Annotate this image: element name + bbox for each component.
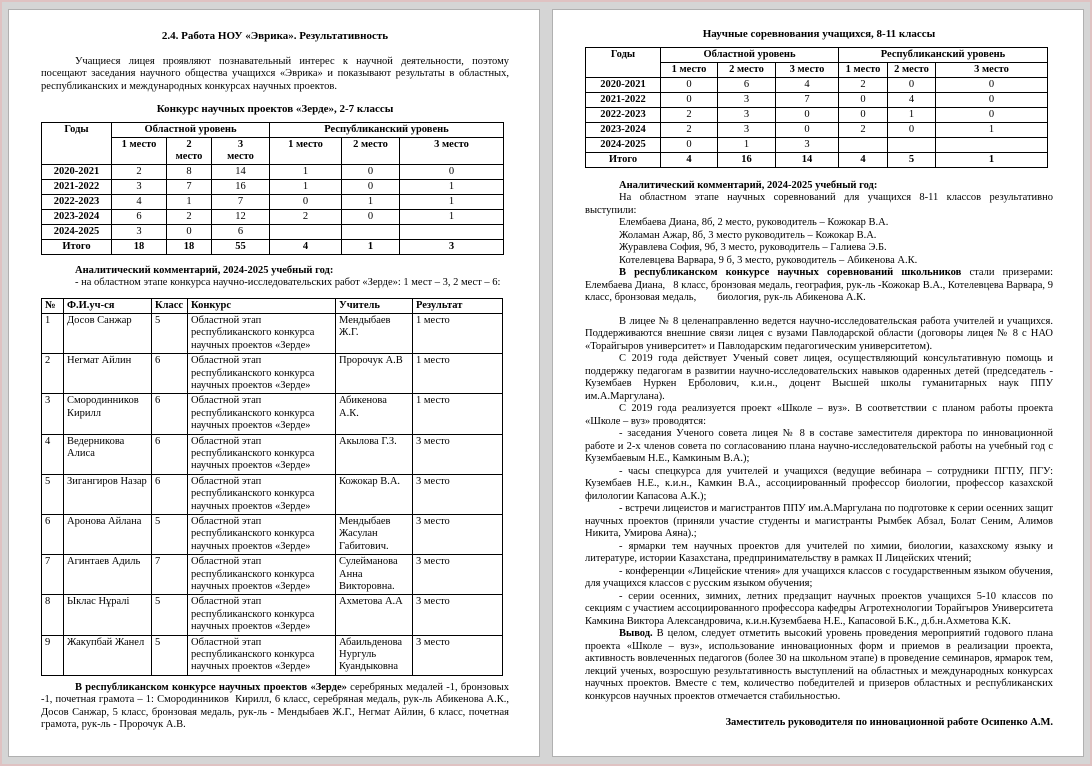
table-cell: 6 (152, 474, 188, 514)
table-cell: Жакупбай Жанел (64, 635, 152, 675)
paragraph: Жоламан Ажар, 8б, 3 место руководитель – Кожокар В.А. (619, 229, 877, 241)
col-group-republican: Республиканский уровень (839, 47, 1048, 62)
table-cell: 1 (167, 194, 212, 209)
col-header-years: Годы (42, 122, 112, 164)
table-cell: 3 (400, 239, 504, 254)
paragraph: В лицее № 8 целенаправленно ведется научно-исследовательская работа учителей и учащихся. Поддерживаются внешние связи лицея с вузами Павлодарской области (договоры лицея № 8 с НАО «Торайгыров университет» и Павлодарским педагогическим университетом). (585, 315, 1053, 352)
table-cell: Областной этап республиканского конкурса научных проектов «Зерде» (188, 313, 336, 353)
paragraph: Котелевцева Варвара, 9 б, 3 место, руководитель – Абикенова А.К. (619, 254, 918, 266)
table-cell: 1 (42, 313, 64, 353)
table-cell: 0 (936, 107, 1048, 122)
table-cell: 9 (42, 635, 64, 675)
col-header-place: 3 место (776, 62, 839, 77)
table-cell: 1 (936, 122, 1048, 137)
table-cell: 6 (112, 209, 167, 224)
table-cell: 3 место (413, 515, 503, 555)
table-cell: 2 (839, 77, 888, 92)
table-cell: 5 (152, 595, 188, 635)
table-cell: 2 (839, 122, 888, 137)
table-cell: 16 (718, 152, 776, 167)
table-cell: 0 (400, 164, 504, 179)
table-cell: 4 (661, 152, 718, 167)
paragraph: С 2019 года действует Ученый совет лицея, осуществляющий консультативную помощь и поддержку педагогам в развитии научно-исследовательских навыков одаренных детей (председатель - Кузембаев Нуркен Ерболович, к.и.н., доцент Высшей школы гуманитарных наук ППУ им.А.Маргулана). (585, 353, 1053, 402)
table-cell: 5 (152, 313, 188, 353)
table-row (42, 434, 503, 474)
signature-line: Заместитель руководителя по инновационной работе Осипенко А.М. (725, 717, 1053, 728)
table-cell: Ыклас Нұралі (64, 595, 152, 635)
table-cell: 1 место (413, 313, 503, 353)
table-cell: Зигангиров Назар (64, 474, 152, 514)
final-paragraph-lead: В республиканском конкурсе научных проектов «Зерде» (75, 681, 347, 693)
table-cell: 1 (270, 179, 342, 194)
table-cell: 1 (718, 137, 776, 152)
table-cell: Досов Санжар (64, 313, 152, 353)
table-cell: 0 (936, 77, 1048, 92)
table-cell: 4 (270, 239, 342, 254)
table-cell: 4 (888, 92, 936, 107)
table-cell: 2020-2021 (42, 164, 112, 179)
analytic-intro-line: На областном этапе научных соревнований для учащихся 8-11 классов результативно выступили: (585, 192, 1053, 216)
table-cell: 18 (167, 239, 212, 254)
table-cell: 3 (112, 224, 167, 239)
table-cell: 1 (342, 239, 400, 254)
table-cell: Пророчук А.В (336, 354, 413, 394)
table-cell: 3 (776, 137, 839, 152)
table-cell: 2 (42, 354, 64, 394)
paragraph: - встречи лицеистов и магистрантов ППУ им.А.Маргулана по подготовке к серии осенних защит научных проектов (приняли участие студенты и магистранты Рымбек Абзал, Болат Сеним, Алимов Никита, Умирова Аяна).; (585, 503, 1053, 539)
paragraph: - серии осенних, зимних, летних предзащит научных проектов учащихся 5-10 классов по секциям с участием ассоциированного профессора кафедры Агротехнологии Торайгыров Университета Камкина Виктора Александровича, к.и.н.Кузембаева Н.Е., Капасовой Б.К., д.б.н.Ахметова К.К. (585, 590, 1053, 627)
table-cell: 7 (152, 555, 188, 595)
conclusion-lead: Вывод. (619, 628, 653, 639)
col-header-place: 1 место (839, 62, 888, 77)
page-right (552, 9, 1084, 757)
table-row (586, 152, 1048, 167)
table-cell: 16 (212, 179, 270, 194)
table-cell: Ведерникова Алиса (64, 434, 152, 474)
paragraph: Журавлева София, 9б, 3 место, руководитель – Галиева Э.Б. (619, 242, 887, 253)
table-cell: 14 (776, 152, 839, 167)
table-cell: 5 (888, 152, 936, 167)
table-cell: 2021-2022 (586, 92, 661, 107)
table-cell: 6 (42, 515, 64, 555)
table-cell: 1 место (413, 354, 503, 394)
paragraph: - ярмарки тем научных проектов для учителей по химии, биологии, казахскому языку и литературе, истории Казахстана, предпринимательству в рамках II Лицейских чтений; (585, 540, 1053, 564)
table-row (42, 635, 503, 675)
table-cell (888, 137, 936, 152)
science-table-title: Научные соревнования учащихся, 8-11 классы (702, 28, 936, 40)
table-cell: 1 (270, 164, 342, 179)
col-header-class: Класс (152, 298, 188, 313)
table-cell: 3 (42, 394, 64, 434)
col-header-place: 1 место (661, 62, 718, 77)
final-paragraph-body: серебряных медалей -1, бронзовых -1, почетная грамота – 1: Смородинников Кирилл, 6 класс, серебряная медаль, рук-ль Абикенова А.К., Досов Санжар, 5 класс, бронзовая медаль, рук-ль - Мендыбаев Ж.Г., Негмат Айлин, 6 класс, почетная грамота, рук-ль - Пророчук А.В. (41, 681, 509, 731)
table-cell: 0 (661, 137, 718, 152)
table-cell: 2023-2024 (42, 209, 112, 224)
table-cell: 4 (112, 194, 167, 209)
analytic-line: - на областном этапе конкурса научно-исследовательских работ «Зерде»: 1 мест – 3, 2 мест – 6: (75, 277, 501, 288)
table-cell: 2 (167, 209, 212, 224)
col-header-place: 2 место (718, 62, 776, 77)
table-cell: 3 (718, 122, 776, 137)
table-cell: 3 место (413, 595, 503, 635)
col-group-regional: Областной уровень (112, 122, 270, 137)
table-cell: 3 место (413, 635, 503, 675)
paragraph: С 2019 года реализуется проект «Школе – вуз». В соответствии с планом работы проекта «Школе – вуз» проводятся: (585, 403, 1053, 427)
table-cell: 5 (152, 635, 188, 675)
table-cell: Акылова Г.З. (336, 434, 413, 474)
zerde-winners-table (41, 298, 503, 676)
table-cell: 4 (776, 77, 839, 92)
table-cell: 14 (212, 164, 270, 179)
col-header-place: 1 место (270, 137, 342, 164)
col-header-place: 2 место (167, 137, 212, 164)
table-cell (936, 137, 1048, 152)
table-cell: 55 (212, 239, 270, 254)
table-row (586, 137, 1048, 152)
table-cell: Смородинников Кирилл (64, 394, 152, 434)
paragraph: Елембаева Диана, 8б, 2 место, руководитель – Кожокар В.А. (619, 217, 889, 228)
table-cell: 3 место (413, 555, 503, 595)
table-cell: Итого (42, 239, 112, 254)
table-row (586, 107, 1048, 122)
table-cell: Мендыбаев Жасулан Габитович. (336, 515, 413, 555)
col-header-contest: Конкурс (188, 298, 336, 313)
republican-paragraph-lead: В республиканском конкурсе научных соревнований школьников (619, 267, 962, 278)
table-row (42, 239, 504, 254)
zerde-summary-table (41, 122, 504, 255)
table-cell: Абикенова А.К. (336, 394, 413, 434)
col-header-place: 2 место (342, 137, 400, 164)
table-row (42, 555, 503, 595)
table-cell: 4 (42, 434, 64, 474)
table-cell: 2 (112, 164, 167, 179)
table-cell: Агинтаев Адиль (64, 555, 152, 595)
table-cell (839, 137, 888, 152)
table-cell: Кожокар В.А. (336, 474, 413, 514)
table-row (42, 209, 504, 224)
table-cell: 1 (888, 107, 936, 122)
table-cell: 2020-2021 (586, 77, 661, 92)
table-cell (400, 224, 504, 239)
paragraph: - заседания Ученого совета лицея № 8 в составе заместителя директора по инновационной работе и 2-х членов совета по согласованию плана научно-исследовательской работы на учебный год с Кузембаевым Н.Е., Камкиным В.А.); (585, 428, 1053, 464)
table-row (586, 92, 1048, 107)
page-left (8, 9, 540, 757)
table-cell: 6 (152, 394, 188, 434)
section-title: 2.4. Работа НОУ «Эврика». Результативность (161, 30, 389, 42)
table-cell: 4 (839, 152, 888, 167)
table-row (42, 474, 503, 514)
table-cell: 0 (270, 194, 342, 209)
table-cell: 2022-2023 (586, 107, 661, 122)
table-cell: 0 (661, 92, 718, 107)
table-row (42, 394, 503, 434)
table-cell: Областной этап республиканского конкурса научных проектов «Зерде» (188, 555, 336, 595)
table-cell: 5 (152, 515, 188, 555)
intro-paragraph: Учащиеся лицея проявляют познавательный интерес к научной деятельности, поэтому посещают заседания научного общества учащихся «Эврика» и показывают результаты в областных, республиканских и международных конкурсах научных проектов. (41, 55, 509, 92)
table-cell: 6 (718, 77, 776, 92)
table-row (42, 194, 504, 209)
table-cell: 8 (167, 164, 212, 179)
col-group-regional: Областной уровень (661, 47, 839, 62)
table-cell: 1 место (413, 394, 503, 434)
col-header-result: Результат (413, 298, 503, 313)
table-row (42, 313, 503, 353)
republican-paragraph (585, 267, 1053, 305)
table-cell: Аронова Айлана (64, 515, 152, 555)
table-cell: 0 (167, 224, 212, 239)
winners-list (585, 217, 1053, 267)
table-cell: 2021-2022 (42, 179, 112, 194)
col-header-place: 1 место (112, 137, 167, 164)
col-group-republican: Республиканский уровень (270, 122, 504, 137)
table-cell: 7 (776, 92, 839, 107)
table-cell: Итого (586, 152, 661, 167)
col-header-years: Годы (586, 47, 661, 77)
table-row (42, 515, 503, 555)
table-cell: 3 (718, 107, 776, 122)
table-cell: 0 (776, 107, 839, 122)
final-paragraph (41, 682, 509, 732)
table-row (42, 179, 504, 194)
table-row (42, 354, 503, 394)
table-cell: 1 (400, 194, 504, 209)
table-cell: Сулейманова Анна Викторовна. (336, 555, 413, 595)
table-cell: 5 (42, 474, 64, 514)
col-header-name: Ф.И.уч-ся (64, 298, 152, 313)
table-subheader-row (42, 137, 504, 164)
col-header-place: 3 место (400, 137, 504, 164)
table-cell: Ахметова А.А (336, 595, 413, 635)
table-cell (270, 224, 342, 239)
col-header-number: № (42, 298, 64, 313)
table-cell: 7 (167, 179, 212, 194)
table-cell: 0 (661, 77, 718, 92)
table-cell: 8 (42, 595, 64, 635)
zerde-table-title: Конкурс научных проектов «Зерде», 2-7 классы (156, 103, 394, 115)
table-cell: 2 (270, 209, 342, 224)
table-cell: 0 (888, 122, 936, 137)
table-header-row (586, 47, 1048, 62)
table-cell: 0 (888, 77, 936, 92)
table-row (42, 164, 504, 179)
table-cell: Областной этап республиканского конкурса научных проектов «Зерде» (188, 434, 336, 474)
table-cell: 2024-2025 (42, 224, 112, 239)
table-cell: Областной этап республиканского конкурса научных проектов «Зерде» (188, 394, 336, 434)
paragraph: - часы спецкурса для учителей и учащихся (ведущие вебинара – сотрудники ПГПУ, ПГУ: Кузембаев Н.Е., к.и.н., Камкин В.А., ассоциированный профессор биологии, профессор казахской филологии Капасова А.К.); (585, 465, 1053, 502)
table-cell: 0 (342, 164, 400, 179)
table-cell: 2 (661, 107, 718, 122)
table-header-row (42, 298, 503, 313)
table-cell: 2024-2025 (586, 137, 661, 152)
conclusion-body: В целом, следует отметить высокий уровень проведения мероприятий годового плана проекта «Школе – вуз», использование инновационных форм и приемов в реализации проекта, активность вовлеченных педагогов (более 30 на школьном этапе) в проведение семинаров, ярмарок тем, лекций ученых, возросшую результативность выступлений на областных и международных конкурсах научных проектов. Вместе с тем, количество победителей и призеров областных и республиканских конкурсов научных проектов отмечается стабильностью. (585, 628, 1053, 702)
table-cell: 0 (342, 209, 400, 224)
table-cell: 2022-2023 (42, 194, 112, 209)
table-cell: Областной этап республиканского конкурса научных проектов «Зерде» (188, 635, 336, 675)
table-cell: 1 (342, 194, 400, 209)
table-row (42, 595, 503, 635)
table-cell: Областной этап республиканского конкурса научных проектов «Зерде» (188, 515, 336, 555)
table-cell: 2023-2024 (586, 122, 661, 137)
table-cell: 6 (212, 224, 270, 239)
table-cell: 12 (212, 209, 270, 224)
table-row (586, 77, 1048, 92)
table-cell: 0 (342, 179, 400, 194)
col-header-place: 3 место (212, 137, 270, 164)
table-row (586, 122, 1048, 137)
table-cell: 1 (400, 209, 504, 224)
table-cell (342, 224, 400, 239)
analytic-heading: Аналитический комментарий, 2024-2025 учебный год: (619, 179, 878, 191)
conclusion-paragraph (585, 628, 1053, 703)
table-cell: Областной этап республиканского конкурса научных проектов «Зерде» (188, 354, 336, 394)
table-header-row (42, 122, 504, 137)
table-cell: 1 (936, 152, 1048, 167)
republican-paragraph-body: стали призерами: Елембаева Диана, 8 класс, бронзовая медаль, география, рук-ль -Кожокар В.А., Котелевцева Варвара, 9 класс, бронзовая медаль, биология, рук-ль Абикенова А.К. (585, 267, 1053, 303)
col-header-place: 2 место (888, 62, 936, 77)
table-cell: 3 (718, 92, 776, 107)
table-cell: Негмат Айлин (64, 354, 152, 394)
table-cell: 0 (936, 92, 1048, 107)
col-header-place: 3 место (936, 62, 1048, 77)
table-cell: 0 (776, 122, 839, 137)
table-cell: 7 (42, 555, 64, 595)
table-cell: 2 (661, 122, 718, 137)
table-row (42, 224, 504, 239)
table-cell: Областной этап республиканского конкурса научных проектов «Зерде» (188, 595, 336, 635)
table-cell: 3 (112, 179, 167, 194)
science-summary-table (585, 47, 1048, 168)
table-cell: 3 место (413, 474, 503, 514)
table-cell: Областной этап республиканского конкурса научных проектов «Зерде» (188, 474, 336, 514)
paragraph: - конференции «Лицейские чтения» для учащихся классов с государственным языком обучения, для учащихся классов с русским языком обучения; (585, 565, 1053, 589)
table-cell: 6 (152, 354, 188, 394)
table-cell: Абаильденова Нургуль Куандыковна (336, 635, 413, 675)
table-cell: 1 (400, 179, 504, 194)
table-cell: Мендыбаев Ж.Г. (336, 313, 413, 353)
table-cell: 6 (152, 434, 188, 474)
table-cell: 7 (212, 194, 270, 209)
body-paragraphs (585, 316, 1053, 629)
table-cell: 0 (839, 92, 888, 107)
analytic-heading: Аналитический комментарий, 2024-2025 учебный год: (75, 264, 334, 276)
table-cell: 0 (839, 107, 888, 122)
table-cell: 18 (112, 239, 167, 254)
table-cell: 3 место (413, 434, 503, 474)
col-header-teacher: Учитель (336, 298, 413, 313)
